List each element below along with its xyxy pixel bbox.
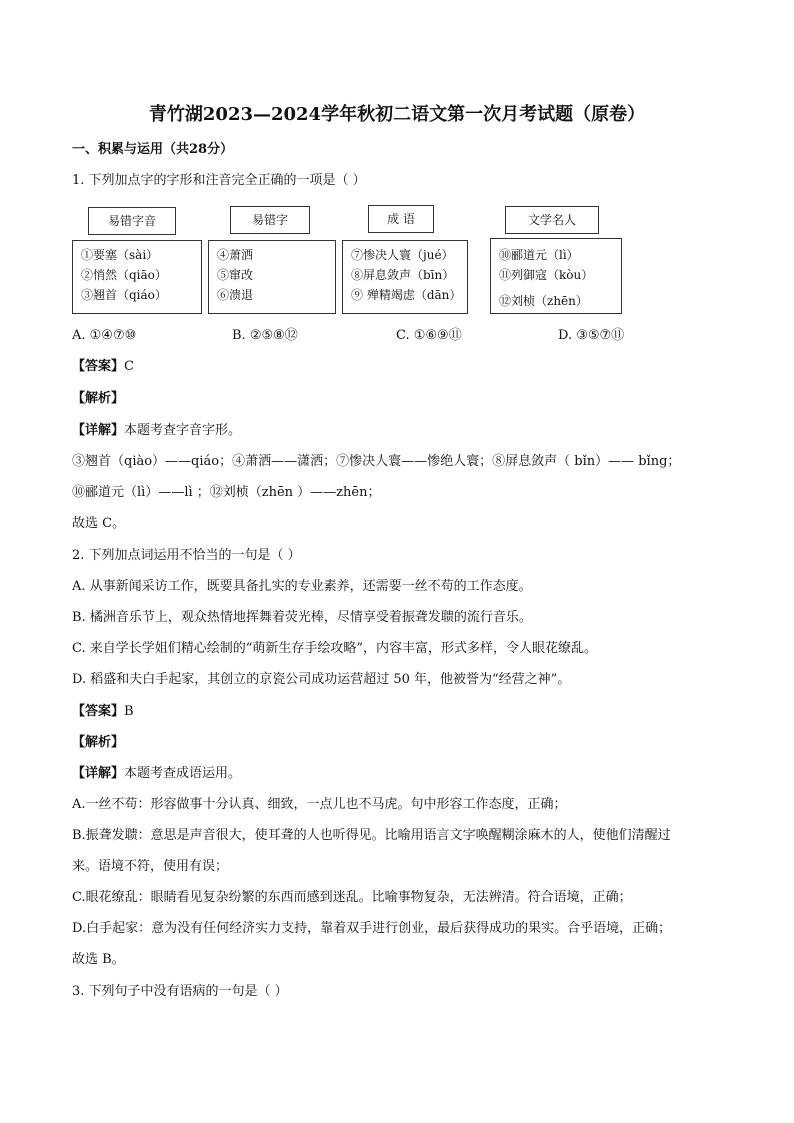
group-box-idioms — [342, 240, 468, 314]
detail-text: 本题考查字音字形。 — [124, 423, 242, 438]
item-4: ④萧洒 — [217, 248, 254, 262]
item-6: ⑥溃退 — [217, 288, 254, 302]
section-heading: 一、积累与运用（共28分） — [72, 142, 234, 157]
q1-option-a: A. ①④⑦⑩ — [72, 328, 137, 343]
q2-conclusion: 故选 B。 — [72, 952, 125, 967]
q1-conclusion: 故选 C。 — [72, 516, 126, 531]
item-2: ②悄然（qiāo） — [81, 268, 167, 282]
question-2-stem: 2. 下列加点词运用不恰当的一句是（ ） — [72, 548, 301, 563]
q2-option-c: C. 来自学长学姐们精心绘制的“萌新生存手绘攻略”，内容丰富，形式多样，令人眼花缭乱。 — [72, 641, 598, 656]
group-header-pronunciation: 易错字音 — [88, 207, 176, 235]
question-3-stem: 3. 下列句子中没有语病的一句是（ ） — [72, 984, 288, 999]
analysis-tag: 【解析】 — [72, 391, 125, 406]
item-10: ⑩郦道元（lì） — [499, 248, 579, 262]
q1-option-b: B. ②⑤⑧⑫ — [232, 328, 298, 343]
item-11: ⑪列御寇（kòu） — [499, 268, 594, 282]
q2-explanation-line-3: 来。语境不符，使用有误； — [72, 859, 229, 874]
q1-detail-line — [72, 422, 241, 440]
q2-option-b: B. 橘洲音乐节上，观众热情地挥舞着荧光棒，尽情享受着振聋发聩的流行音乐。 — [72, 610, 532, 625]
detail-text: 本题考查成语运用。 — [124, 766, 242, 781]
q2-option-a: A. 从事新闻采访工作，既要具备扎实的专业素养，还需要一丝不苟的工作态度。 — [72, 579, 532, 594]
item-9: ⑨ 殚精竭虑（dān） — [351, 288, 462, 302]
group-header-idioms: 成 语 — [368, 205, 434, 233]
answer-value: B — [124, 704, 134, 719]
item-5: ⑤窜改 — [217, 268, 254, 282]
q1-option-c: C. ①⑥⑨⑪ — [396, 328, 462, 343]
q1-option-d: D. ③⑤⑦⑪ — [558, 328, 625, 343]
detail-tag: 【详解】 — [72, 766, 125, 781]
analysis-tag: 【解析】 — [72, 735, 125, 750]
item-1: ①要塞（sài） — [81, 248, 159, 262]
item-8: ⑧屏息敛声（bīn） — [351, 268, 455, 282]
group-box-pronunciation — [72, 240, 202, 314]
q2-explanation-line-4: C.眼花缭乱：眼睛看见复杂纷繁的东西而感到迷乱。比喻事物复杂，无法辨清。符合语境，正确； — [72, 890, 632, 905]
q2-answer-line — [72, 703, 134, 721]
group-header-literary-figures: 文学名人 — [505, 206, 599, 234]
group-box-characters — [208, 240, 336, 314]
detail-tag: 【详解】 — [72, 423, 125, 438]
item-12: ⑫刘桢（zhēn） — [499, 294, 588, 308]
item-3: ③翘首（qiáo） — [81, 288, 167, 302]
q2-detail-line — [72, 765, 241, 783]
answer-tag: 【答案】 — [72, 704, 125, 719]
group-box-literary-figures — [490, 238, 622, 314]
item-7: ⑦惨决人寰（jué） — [351, 248, 454, 262]
q1-explanation-line-1: ③翘首（qiào）——qiáo；④萧洒——潇洒；⑦惨决人寰——惨绝人寰；⑧屏息敛声（ bǐn）—— bǐng； — [72, 454, 681, 469]
answer-value: C — [124, 359, 134, 374]
answer-tag: 【答案】 — [72, 359, 125, 374]
q1-explanation-line-2: ⑩郦道元（lì）——lì ；⑫刘桢（zhēn ）——zhēn； — [72, 485, 381, 500]
q1-answer-line — [72, 358, 134, 376]
document-title: 青竹湖2023—2024学年秋初二语文第一次月考试题（原卷） — [148, 104, 646, 125]
question-1-stem: 1. 下列加点字的字形和注音完全正确的一项是（ ） — [72, 173, 366, 188]
q2-explanation-line-2: B.振聋发聩：意思是声音很大，使耳聋的人也听得见。比喻用语言文字唤醒糊涂麻木的人，使他们清醒过 — [72, 828, 671, 843]
q2-option-d: D. 稻盛和夫白手起家，其创立的京瓷公司成功运营超过 50 年，他被誉为“经营之神”。 — [72, 672, 571, 687]
q2-explanation-line-5: D.白手起家：意为没有任何经济实力支持，靠着双手进行创业，最后获得成功的果实。合乎语境，正确； — [72, 921, 672, 936]
q2-explanation-line-1: A.一丝不苟：形容做事十分认真、细致，一点儿也不马虎。句中形容工作态度，正确； — [72, 797, 567, 812]
group-header-characters: 易错字 — [230, 206, 310, 234]
